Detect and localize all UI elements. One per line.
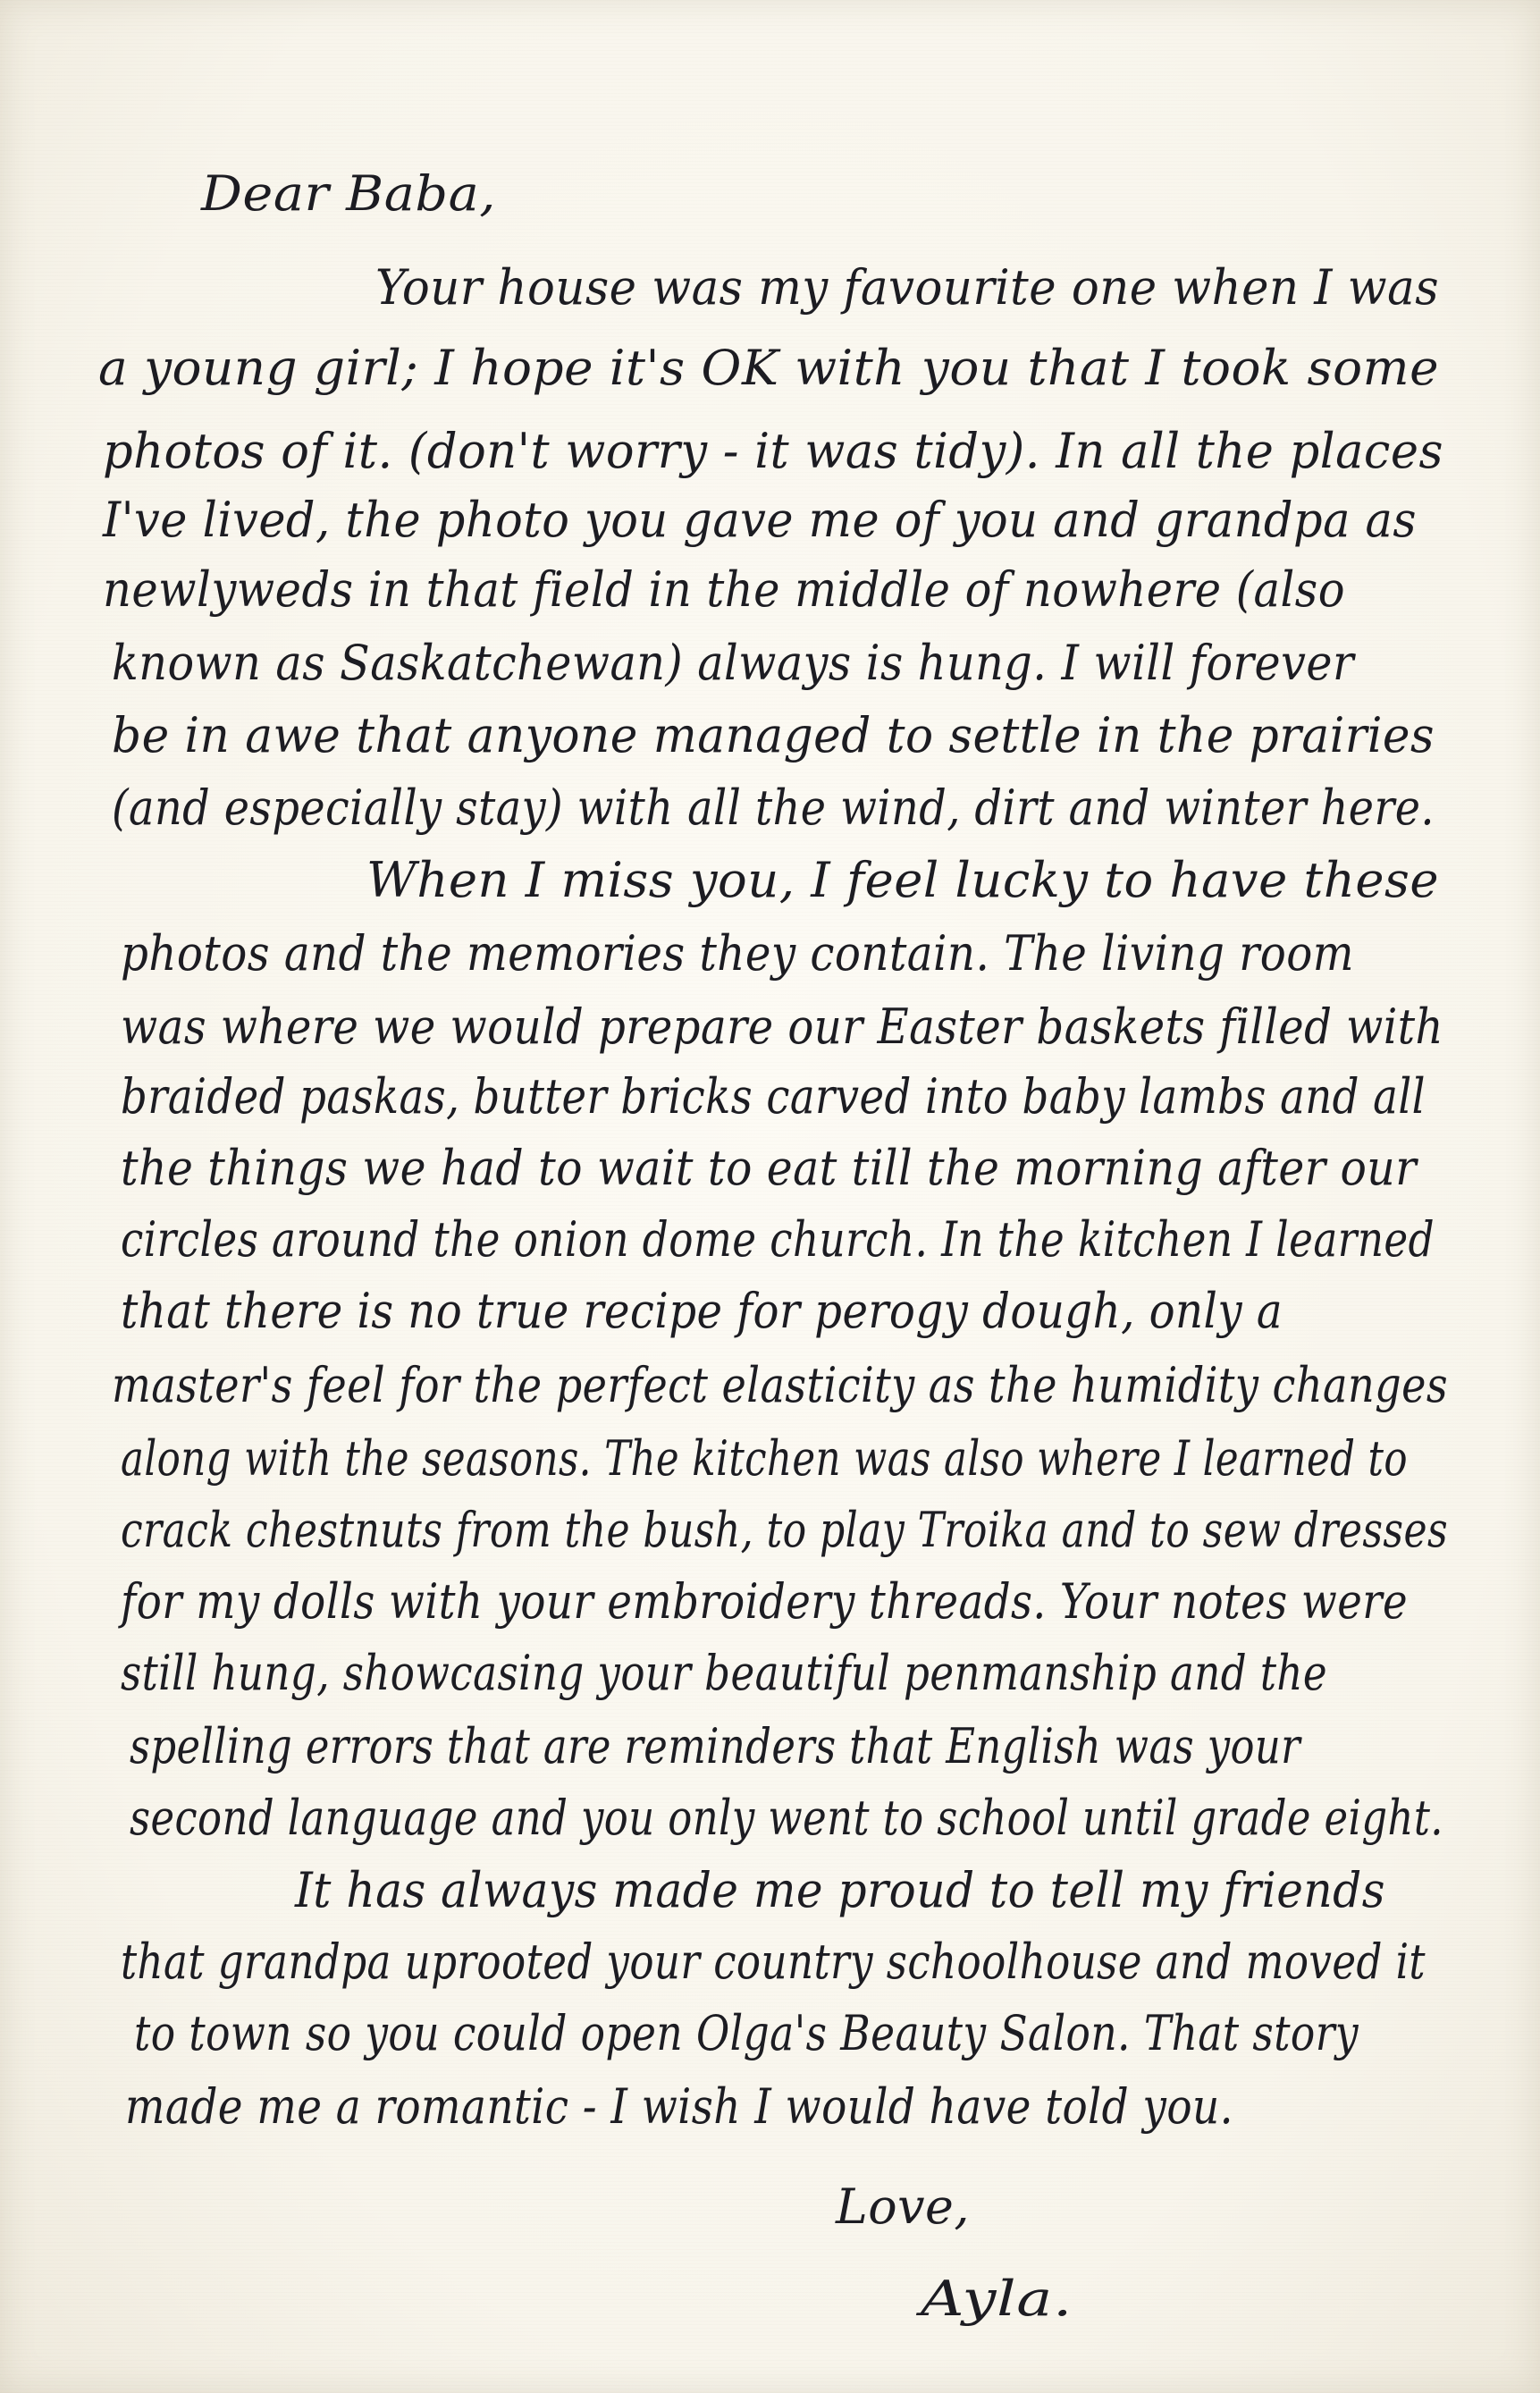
letter-line: Your house was my favourite one when I was <box>375 259 1439 316</box>
letter-line: master's feel for the perfect elasticity as the humidity changes <box>112 1357 1448 1413</box>
letter-line: braided paskas, butter bricks carved into baby lambs and all <box>121 1068 1426 1125</box>
letter-line: that there is no true recipe for perogy dough, only a <box>121 1283 1283 1339</box>
letter-line: photos of it. (don't worry - it was tidy). In all the places <box>103 423 1443 479</box>
letter-line: It has always made me proud to tell my friends <box>295 1862 1385 1918</box>
letter-line: (and especially stay) with all the wind, dirt and winter here. <box>112 779 1435 836</box>
letter-line: to town so you could open Olga's Beauty Salon. That story <box>134 2005 1359 2061</box>
letter-line: be in awe that anyone managed to settle in the prairies <box>112 707 1435 763</box>
salutation: Dear Baba, <box>201 165 496 222</box>
letter-line: still hung, showcasing your beautiful penmanship and the <box>121 1645 1327 1701</box>
letter-line: I've lived, the photo you gave me of you and grandpa as <box>103 492 1417 548</box>
signature: Ayla. <box>921 2271 1073 2327</box>
letter-line: circles around the onion dome church. In the kitchen I learned <box>121 1211 1435 1268</box>
letter-line: for my dolls with your embroidery threads. Your notes were <box>121 1573 1408 1630</box>
letter-line: along with the seasons. The kitchen was also where I learned to <box>121 1430 1408 1487</box>
letter-line: that grandpa uprooted your country schoolhouse and moved it <box>121 1934 1426 1990</box>
letter-line: second language and you only went to school until grade eight. <box>130 1790 1443 1846</box>
letter-line: was where we would prepare our Easter baskets filled with <box>121 998 1443 1055</box>
letter-line: When I miss you, I feel lucky to have these <box>366 852 1439 908</box>
letter-line: the things we had to wait to eat till the morning after our <box>121 1140 1417 1196</box>
letter-line: a young girl; I hope it's OK with you that I took some <box>98 340 1439 396</box>
letter-line: spelling errors that are reminders that English was your <box>130 1718 1300 1774</box>
closing: Love, <box>836 2178 970 2235</box>
letter-line: crack chestnuts from the bush, to play Troika and to sew dresses <box>121 1502 1448 1558</box>
letter-line: photos and the memories they contain. The living room <box>121 925 1354 982</box>
letter-line: newlyweds in that field in the middle of nowhere (also <box>103 561 1345 618</box>
letter-line: known as Saskatchewan) always is hung. I will forever <box>112 635 1354 691</box>
letter-line: made me a romantic - I wish I would have told you. <box>125 2078 1233 2135</box>
